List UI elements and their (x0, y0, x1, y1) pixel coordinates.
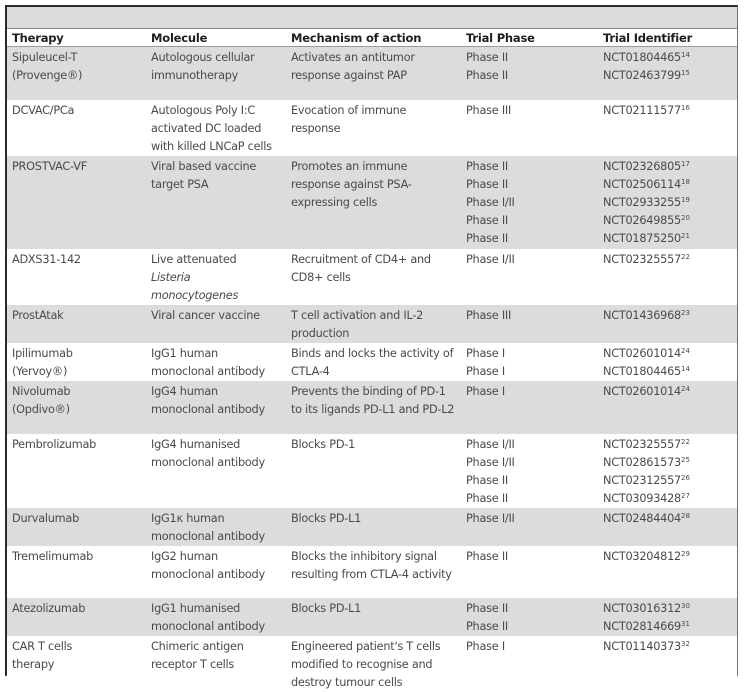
molecule-text: IgG2 human monoclonal antibody (151, 549, 265, 581)
reference-superscript: 19 (681, 195, 690, 204)
reference-superscript: 31 (681, 619, 690, 628)
cell-trial-phase (461, 47, 598, 100)
therapy-name-line: Ipilimumab (12, 346, 73, 360)
cell-mechanism (286, 546, 461, 598)
cell-therapy (7, 636, 146, 692)
cell-trial-identifier (598, 598, 737, 636)
therapy-name-line: Nivolumab (12, 384, 71, 398)
trial-phase: Phase II (466, 231, 508, 245)
table-row (7, 47, 737, 100)
cell-trial-identifier (598, 381, 737, 434)
cell-therapy (7, 546, 146, 598)
cell-molecule (146, 156, 286, 249)
cell-therapy (7, 434, 146, 508)
trial-identifier (603, 436, 732, 454)
trial-id: NCT02312557 (603, 473, 681, 487)
reference-superscript: 14 (681, 364, 690, 373)
trial-identifier (603, 212, 732, 230)
trial-phase: Phase I (466, 639, 505, 653)
trial-identifier (603, 472, 732, 490)
trial-phase: Phase II (466, 69, 508, 82)
mechanism-text: T cell activation and IL-2 production (291, 308, 424, 340)
cell-therapy (7, 249, 146, 305)
table-row (7, 249, 737, 305)
trial-id: NCT01804465 (603, 364, 681, 378)
cell-therapy (7, 343, 146, 381)
trial-phase: Phase II (466, 619, 508, 633)
molecule-text: Autologous cellular immunotherapy (151, 51, 255, 82)
mechanism-text: Prevents the binding of PD-1 to its ligands PD-L1 and PD-L2 (291, 384, 455, 416)
trial-phase: Phase I (466, 364, 505, 378)
mechanism-text: Blocks PD-L1 (291, 601, 362, 615)
cell-therapy (7, 508, 146, 546)
cell-molecule (146, 47, 286, 100)
molecule-text: IgG4 humanised monoclonal antibody (151, 437, 265, 469)
molecule-text: Chimeric antigen receptor T cells (151, 639, 244, 671)
trial-phase: Phase I/II (466, 195, 515, 209)
trial-id: NCT02325557 (603, 252, 681, 266)
reference-superscript: 25 (681, 455, 690, 464)
therapy-name-line: ADXS31-142 (12, 252, 81, 266)
cell-trial-phase (461, 381, 598, 434)
table-body (7, 47, 737, 692)
therapy-name-line: (Opdivo®) (12, 402, 70, 416)
cell-mechanism (286, 508, 461, 546)
table-row (7, 305, 737, 343)
trial-phase: Phase II (466, 473, 508, 487)
table-row (7, 156, 737, 249)
cell-mechanism (286, 47, 461, 100)
mechanism-text: Recruitment of CD4+ and CD8+ cells (291, 252, 431, 284)
trial-identifier (603, 49, 732, 67)
cell-trial-phase (461, 343, 598, 381)
cell-molecule (146, 546, 286, 598)
molecule-italic-text: Listeria monocytogenes (151, 270, 239, 302)
header-therapy: Therapy (7, 29, 146, 47)
header-row (7, 29, 737, 47)
cell-molecule (146, 508, 286, 546)
therapy-name-line: Atezolizumab (12, 601, 86, 615)
trial-identifier (603, 158, 732, 176)
header-trial-phase: Trial Phase (461, 29, 598, 47)
molecule-text: Live attenuated (151, 252, 237, 266)
cell-molecule (146, 343, 286, 381)
reference-superscript: 29 (681, 549, 690, 558)
trial-identifier (603, 548, 732, 566)
reference-superscript: 24 (681, 384, 690, 393)
trial-phase: Phase I/II (466, 437, 515, 451)
reference-superscript: 22 (681, 437, 690, 446)
trial-id: NCT02463799 (603, 69, 681, 82)
cell-trial-phase (461, 546, 598, 598)
therapy-table (5, 5, 738, 689)
trial-phase: Phase I (466, 384, 505, 398)
reference-superscript: 28 (681, 511, 690, 520)
table-row (7, 508, 737, 546)
cell-trial-phase (461, 100, 598, 156)
mechanism-text: Evocation of immune response (291, 103, 407, 135)
table-row (7, 598, 737, 636)
molecule-text: IgG1 humanised monoclonal antibody (151, 601, 265, 633)
reference-superscript: 32 (681, 639, 690, 648)
cell-trial-phase (461, 598, 598, 636)
cell-molecule (146, 636, 286, 692)
header-molecule: Molecule (146, 29, 286, 47)
trial-phase: Phase II (466, 213, 508, 227)
cell-mechanism (286, 305, 461, 343)
trial-id: NCT02326805 (603, 159, 681, 173)
cell-mechanism (286, 598, 461, 636)
cell-trial-phase (461, 156, 598, 249)
cell-trial-identifier (598, 343, 737, 381)
trial-id: NCT02601014 (603, 384, 681, 398)
cell-trial-identifier (598, 434, 737, 508)
trial-identifier (603, 176, 732, 194)
trial-identifier (603, 383, 732, 401)
mechanism-text: Blocks the inhibitory signal resulting from CTLA-4 activity (291, 549, 452, 581)
trial-id: NCT02649855 (603, 213, 681, 227)
trial-phase: Phase II (466, 159, 508, 173)
trial-phase: Phase II (466, 491, 508, 505)
cell-therapy (7, 381, 146, 434)
mechanism-text: Blocks PD-1 (291, 437, 356, 451)
cell-mechanism (286, 636, 461, 692)
molecule-text: IgG1 human monoclonal antibody (151, 346, 265, 378)
cell-therapy (7, 47, 146, 100)
mechanism-text: Activates an antitumor response against PAP (291, 51, 415, 82)
reference-superscript: 18 (681, 177, 690, 186)
cell-mechanism (286, 434, 461, 508)
trial-identifier (603, 67, 732, 85)
therapy-name-line: CAR T cells (12, 639, 73, 653)
trial-id: NCT02325557 (603, 437, 681, 451)
molecule-text: IgG4 human monoclonal antibody (151, 384, 265, 416)
cell-molecule (146, 249, 286, 305)
trial-phase: Phase II (466, 51, 508, 64)
reference-superscript: 22 (681, 252, 690, 261)
trial-id: NCT02814669 (603, 619, 681, 633)
trial-id: NCT02111577 (603, 103, 681, 117)
trial-id: NCT01140373 (603, 639, 681, 653)
trial-identifier (603, 510, 732, 528)
trial-id: NCT01804465 (603, 51, 681, 64)
therapy-name-line: ProstAtak (12, 308, 64, 322)
table-row (7, 546, 737, 598)
cell-trial-identifier (598, 156, 737, 249)
reference-superscript: 23 (681, 308, 690, 317)
reference-superscript: 20 (681, 213, 690, 222)
cell-trial-phase (461, 305, 598, 343)
cell-molecule (146, 381, 286, 434)
therapy-name-line: Sipuleucel-T (12, 51, 78, 64)
therapy-name-line: therapy (12, 657, 55, 671)
reference-superscript: 14 (681, 51, 690, 59)
trial-identifier (603, 363, 732, 381)
trial-identifier (603, 618, 732, 636)
reference-superscript: 26 (681, 473, 690, 482)
reference-superscript: 15 (681, 69, 690, 77)
table-row (7, 636, 737, 692)
molecule-text: IgG1κ human monoclonal antibody (151, 511, 265, 543)
trial-id: NCT03016312 (603, 601, 681, 615)
trial-identifier (603, 490, 732, 508)
trial-identifier (603, 307, 732, 325)
header-trial-identifier: Trial Identifier (598, 29, 737, 47)
trial-id: NCT02861573 (603, 455, 681, 469)
therapy-name-line: Durvalumab (12, 511, 80, 525)
cell-trial-identifier (598, 508, 737, 546)
mechanism-text: Promotes an immune response against PSA-expressing cells (291, 159, 412, 209)
reference-superscript: 17 (681, 159, 690, 168)
molecule-text: Viral based vaccine target PSA (151, 159, 257, 191)
reference-superscript: 16 (681, 103, 690, 112)
cell-therapy (7, 100, 146, 156)
trial-identifier (603, 638, 732, 656)
trial-phase: Phase II (466, 601, 508, 615)
cell-therapy (7, 598, 146, 636)
mechanism-text: Engineered patient's T cells modified to recognise and destroy tumour cells (291, 639, 441, 689)
molecule-text: Autologous Poly I:C activated DC loaded with killed LNCaP cells (151, 103, 272, 153)
trial-phase: Phase II (466, 177, 508, 191)
mechanism-text: Binds and locks the activity of CTLA-4 (291, 346, 454, 378)
table-row (7, 100, 737, 156)
trial-id: NCT01436968 (603, 308, 681, 322)
trial-phase: Phase I/II (466, 511, 515, 525)
trial-identifier (603, 600, 732, 618)
cell-trial-identifier (598, 249, 737, 305)
table-row (7, 434, 737, 508)
therapy-name-line: (Provenge®) (12, 69, 83, 82)
therapy-name-line: (Yervoy®) (12, 364, 68, 378)
trial-identifier (603, 454, 732, 472)
cell-therapy (7, 305, 146, 343)
cell-mechanism (286, 343, 461, 381)
trial-identifier (603, 194, 732, 212)
trial-identifier (603, 102, 732, 120)
cell-trial-identifier (598, 100, 737, 156)
cell-therapy (7, 156, 146, 249)
molecule-text: Viral cancer vaccine (151, 308, 260, 322)
trial-identifier (603, 230, 732, 248)
trial-phase: Phase I (466, 346, 505, 360)
trial-id: NCT03093428 (603, 491, 681, 505)
therapy-name-line: Tremelimumab (12, 549, 94, 563)
trial-phase: Phase I/II (466, 455, 515, 469)
header-mechanism: Mechanism of action (286, 29, 461, 47)
therapy-name-line: Pembrolizumab (12, 437, 97, 451)
trial-phase: Phase III (466, 103, 512, 117)
cell-molecule (146, 305, 286, 343)
trial-phase: Phase I/II (466, 252, 515, 266)
cell-trial-phase (461, 636, 598, 692)
trial-id: NCT01875250 (603, 231, 681, 245)
cell-trial-phase (461, 434, 598, 508)
therapy-name-line: DCVAC/PCa (12, 103, 75, 117)
cell-mechanism (286, 100, 461, 156)
therapy-name-line: PROSTVAC-VF (12, 159, 87, 173)
cell-mechanism (286, 156, 461, 249)
cell-trial-identifier (598, 636, 737, 692)
reference-superscript: 21 (681, 231, 690, 240)
table-row (7, 343, 737, 381)
cell-molecule (146, 598, 286, 636)
table-row (7, 381, 737, 434)
trial-identifier (603, 251, 732, 269)
trial-id: NCT02601014 (603, 346, 681, 360)
trial-phase: Phase II (466, 549, 508, 563)
cell-mechanism (286, 381, 461, 434)
reference-superscript: 24 (681, 346, 690, 355)
cell-trial-phase (461, 249, 598, 305)
cell-trial-identifier (598, 546, 737, 598)
trial-id: NCT02484404 (603, 511, 681, 525)
trial-id: NCT02506114 (603, 177, 681, 191)
cell-mechanism (286, 249, 461, 305)
cell-molecule (146, 100, 286, 156)
cell-trial-identifier (598, 47, 737, 100)
mechanism-text: Blocks PD-L1 (291, 511, 362, 525)
cell-molecule (146, 434, 286, 508)
trial-phase: Phase III (466, 308, 512, 322)
reference-superscript: 27 (681, 491, 690, 500)
trials-table (7, 29, 737, 692)
cell-trial-identifier (598, 305, 737, 343)
table-title-bar (7, 7, 737, 29)
trial-id: NCT03204812 (603, 549, 681, 563)
trial-identifier (603, 345, 732, 363)
reference-superscript: 30 (681, 601, 690, 610)
trial-id: NCT02933255 (603, 195, 681, 209)
cell-trial-phase (461, 508, 598, 546)
